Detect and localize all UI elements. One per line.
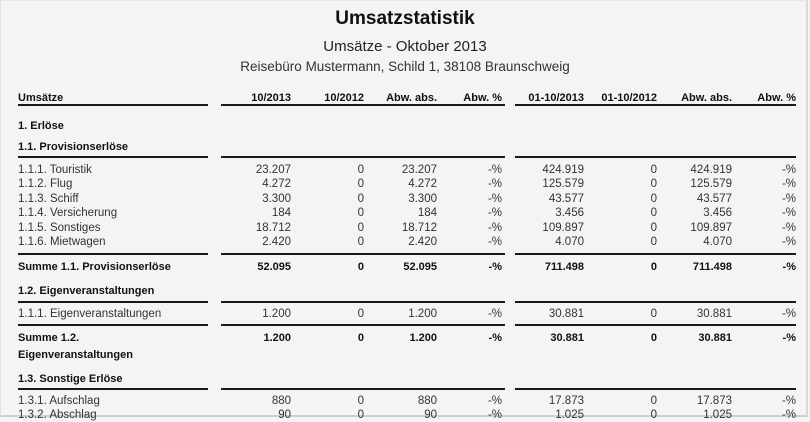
cell: 0 <box>650 236 657 248</box>
row-label: 1.1.3. Schiff <box>18 193 79 205</box>
cell: -% <box>487 236 502 248</box>
table-row <box>0 206 810 220</box>
section-rule <box>18 301 208 303</box>
cell: 711.498 <box>692 261 732 273</box>
col-header-umsaetze: Umsätze <box>18 92 64 104</box>
row-label: 1.1.1. Eigenveranstaltungen <box>18 308 162 320</box>
cell: 0 <box>357 236 364 248</box>
cell: 880 <box>271 395 291 407</box>
cell: -% <box>487 308 502 320</box>
cell: 109.897 <box>542 222 584 234</box>
subtotal-rule <box>18 324 208 326</box>
table-row <box>0 177 810 191</box>
report-title: Umsatzstatistik <box>335 8 475 29</box>
cell: 52.095 <box>257 261 291 273</box>
header-rule <box>515 104 796 106</box>
section-heading <box>0 140 810 154</box>
table-row <box>0 221 810 235</box>
cell: 109.897 <box>690 222 732 234</box>
cell: 3.300 <box>262 193 291 205</box>
row-label: 1.1.5. Sonstiges <box>18 222 101 234</box>
row-label: Eigenveranstaltungen <box>18 349 133 361</box>
cell: 23.207 <box>255 164 291 176</box>
table-row <box>0 394 810 408</box>
header-rule <box>18 104 208 106</box>
cell: -% <box>487 409 502 421</box>
cell: 18.712 <box>401 222 437 234</box>
cell: 125.579 <box>542 178 584 190</box>
subtotal-row <box>0 331 810 345</box>
cell: 43.577 <box>548 193 584 205</box>
row-label: 1.1.1. Touristik <box>18 164 92 176</box>
section-label: 1.2. Eigenveranstaltungen <box>18 285 155 297</box>
table-row <box>0 235 810 249</box>
cell: 1.025 <box>703 409 732 421</box>
row-label: 1.3.2. Abschlag <box>18 409 97 421</box>
subtotal-rule <box>221 253 505 255</box>
row-label: 1.1.2. Flug <box>18 178 73 190</box>
cell: 0 <box>357 193 364 205</box>
section-heading <box>0 284 810 298</box>
section-heading <box>0 119 810 133</box>
cell: 1.200 <box>409 332 437 344</box>
cell: 4.272 <box>262 178 291 190</box>
row-label: 1.1.6. Mietwagen <box>18 236 106 248</box>
cell: 1.025 <box>555 409 584 421</box>
cell: -% <box>782 332 796 344</box>
cell: -% <box>781 178 796 190</box>
cell: 90 <box>278 409 291 421</box>
cell: 880 <box>417 395 437 407</box>
cell: -% <box>781 236 796 248</box>
cell: 30.881 <box>550 332 584 344</box>
cell: 0 <box>650 409 657 421</box>
cell: 0 <box>650 395 657 407</box>
cell: -% <box>781 395 796 407</box>
cell: 30.881 <box>696 308 732 320</box>
cell: 0 <box>357 332 364 344</box>
col-header-10-2012: 10/2012 <box>324 92 364 104</box>
cell: -% <box>782 261 796 273</box>
cell: 18.712 <box>255 222 291 234</box>
report-subtitle: Umsätze - Oktober 2013 <box>323 38 487 55</box>
cell: 0 <box>357 261 364 273</box>
cell: -% <box>487 395 502 407</box>
section-heading <box>0 372 810 386</box>
cell: 3.456 <box>555 207 584 219</box>
subtotal-rule <box>221 324 505 326</box>
table-header <box>0 91 810 105</box>
col-header-ytd-abw-abs: Abw. abs. <box>681 92 732 104</box>
cell: 0 <box>650 222 657 234</box>
cell: 424.919 <box>690 164 732 176</box>
cell: 0 <box>357 207 364 219</box>
cell: -% <box>781 409 796 421</box>
cell: -% <box>781 222 796 234</box>
cell: 30.881 <box>548 308 584 320</box>
cell: 0 <box>357 164 364 176</box>
cell: 0 <box>650 207 657 219</box>
section-rule <box>18 388 208 390</box>
cell: 0 <box>650 178 657 190</box>
cell: -% <box>781 308 796 320</box>
cell: 125.579 <box>690 178 732 190</box>
cell: 0 <box>650 261 657 273</box>
row-label: Summe 1.1. Provisionserlöse <box>18 261 171 273</box>
section-rule <box>221 388 505 390</box>
cell: 0 <box>650 308 657 320</box>
cell: 0 <box>650 164 657 176</box>
cell: 184 <box>271 207 291 219</box>
cell: 30.881 <box>698 332 732 344</box>
cell: 2.420 <box>408 236 437 248</box>
subtotal-rule <box>18 253 208 255</box>
row-label: Summe 1.2. <box>18 332 80 344</box>
cell: -% <box>487 164 502 176</box>
header-rule <box>221 104 505 106</box>
section-rule <box>515 156 796 158</box>
cell: 3.300 <box>408 193 437 205</box>
section-rule <box>18 156 208 158</box>
cell: 184 <box>417 207 437 219</box>
cell: 1.200 <box>408 308 437 320</box>
cell: 0 <box>357 409 364 421</box>
section-label: 1.3. Sonstige Erlöse <box>18 373 123 385</box>
cell: 17.873 <box>548 395 584 407</box>
cell: 1.200 <box>263 332 291 344</box>
company-address: Reisebüro Mustermann, Schild 1, 38108 Braunschweig <box>240 59 570 74</box>
cell: 0 <box>357 222 364 234</box>
cell: 43.577 <box>696 193 732 205</box>
subtotal-rule <box>515 324 796 326</box>
cell: 4.272 <box>408 178 437 190</box>
cell: 0 <box>357 178 364 190</box>
cell: 17.873 <box>696 395 732 407</box>
section-label: 1.1. Provisionserlöse <box>18 141 129 153</box>
col-header-abw-abs: Abw. abs. <box>386 92 437 104</box>
section-rule <box>515 301 796 303</box>
cell: -% <box>781 193 796 205</box>
cell: 0 <box>650 193 657 205</box>
cell: 0 <box>357 395 364 407</box>
cell: 52.095 <box>403 261 437 273</box>
subtotal-row <box>0 260 810 274</box>
table-row <box>0 192 810 206</box>
subtotal-rule <box>515 253 796 255</box>
cell: 2.420 <box>262 236 291 248</box>
cell: -% <box>781 207 796 219</box>
cell: -% <box>488 261 502 273</box>
section-label: 1. Erlöse <box>18 120 64 132</box>
col-header-abw-pct: Abw. % <box>463 92 502 104</box>
cell: -% <box>487 178 502 190</box>
subtotal-row-continuation <box>0 348 810 362</box>
cell: 1.200 <box>262 308 291 320</box>
section-rule <box>221 156 505 158</box>
section-rule <box>221 301 505 303</box>
col-header-01-10-2013: 01-10/2013 <box>528 92 584 104</box>
cell: -% <box>781 164 796 176</box>
col-header-01-10-2012: 01-10/2012 <box>601 92 657 104</box>
cell: 90 <box>424 409 437 421</box>
cell: 711.498 <box>544 261 584 273</box>
cell: -% <box>487 207 502 219</box>
cell: -% <box>487 193 502 205</box>
row-label: 1.3.1. Aufschlag <box>18 395 100 407</box>
table-row <box>0 163 810 177</box>
row-label: 1.1.4. Versicherung <box>18 207 118 219</box>
cell: 0 <box>357 308 364 320</box>
col-header-10-2013: 10/2013 <box>251 92 291 104</box>
cell: 4.070 <box>703 236 732 248</box>
cell: 4.070 <box>555 236 584 248</box>
cell: 0 <box>650 332 657 344</box>
col-header-ytd-abw-pct: Abw. % <box>757 92 796 104</box>
cell: -% <box>487 222 502 234</box>
table-row <box>0 307 810 321</box>
section-rule <box>515 388 796 390</box>
cell: 424.919 <box>542 164 584 176</box>
cell: 3.456 <box>703 207 732 219</box>
cell: -% <box>488 332 502 344</box>
cell: 23.207 <box>401 164 437 176</box>
